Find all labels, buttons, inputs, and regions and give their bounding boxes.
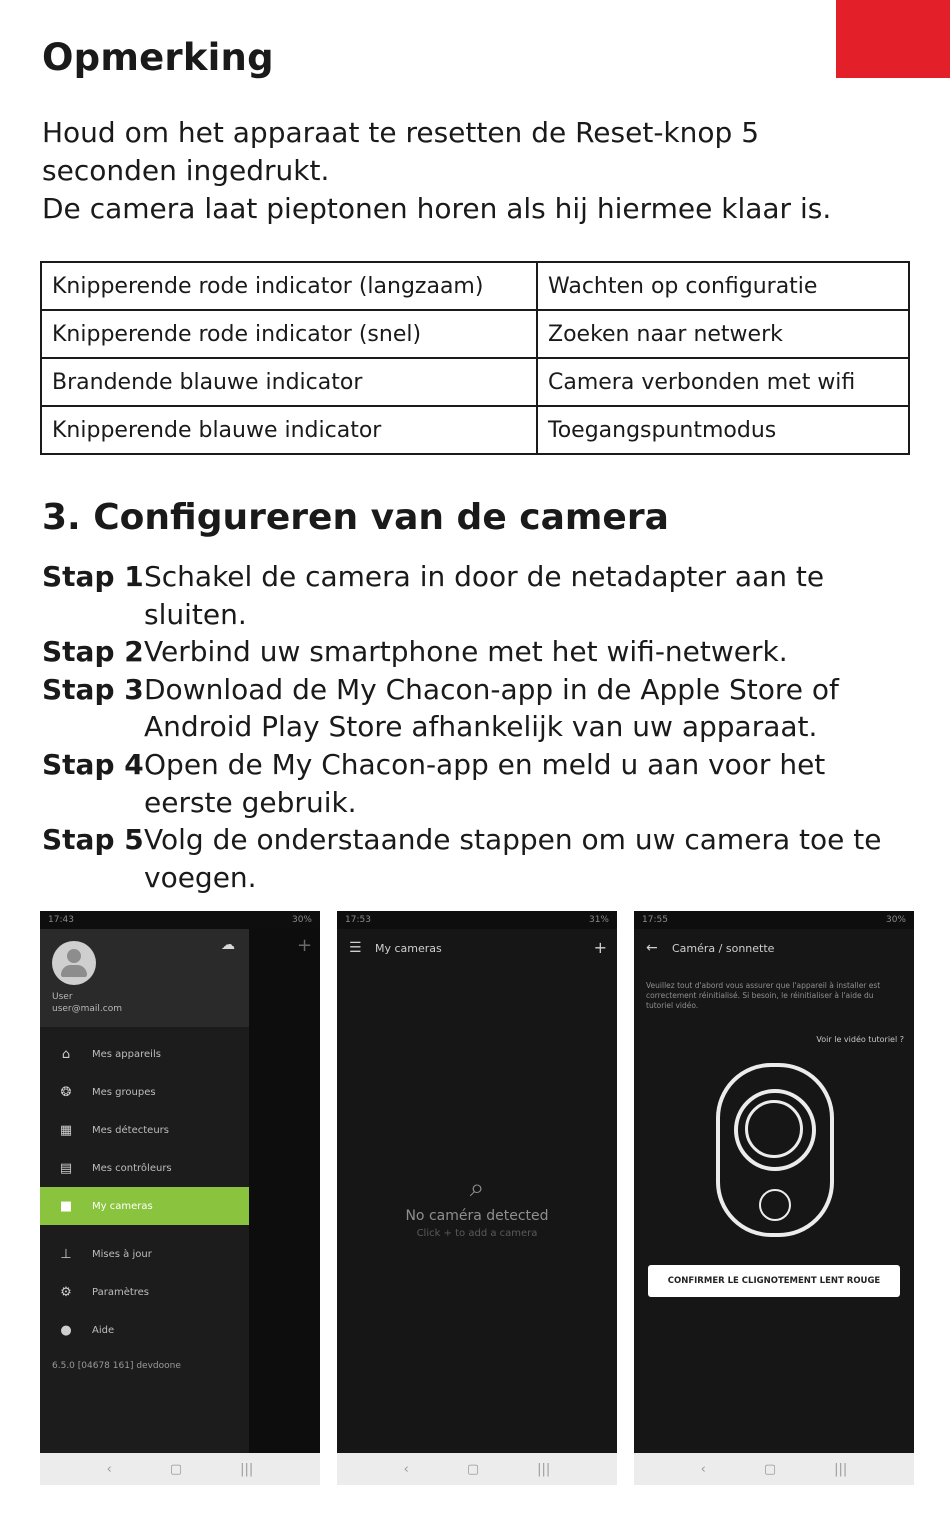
- table-row: [41, 262, 909, 310]
- menu-item-mes-controleurs[interactable]: [40, 1149, 249, 1187]
- user-name: User: [52, 992, 73, 1002]
- note-line: De camera laat pieptonen horen als hij hiermee klaar is.: [42, 192, 832, 225]
- indicator-status-table: [40, 261, 910, 455]
- back-nav-icon[interactable]: ‹: [403, 1461, 409, 1477]
- note-line: Houd om het apparaat te resetten de Reset-knop 5: [42, 116, 760, 149]
- menu-item-label: My cameras: [92, 1200, 153, 1212]
- home-nav-icon[interactable]: ▢: [763, 1461, 777, 1477]
- status-battery: 30%: [291, 915, 312, 925]
- home-nav-icon[interactable]: ▢: [466, 1461, 480, 1477]
- recents-nav-icon[interactable]: |||: [240, 1461, 254, 1477]
- back-arrow-icon[interactable]: ←: [646, 940, 658, 956]
- status-battery: 30%: [885, 915, 906, 925]
- doorbell-lens-ring: [734, 1089, 816, 1171]
- indicator-cell: Brandende blauwe indicator: [41, 358, 537, 406]
- back-nav-icon[interactable]: ‹: [106, 1461, 112, 1477]
- note-text: [42, 114, 922, 228]
- recents-nav-icon[interactable]: |||: [834, 1461, 848, 1477]
- help-icon: ●: [60, 1322, 72, 1338]
- menu-item-aide[interactable]: [40, 1311, 249, 1349]
- avatar-head: [67, 949, 81, 963]
- gear-icon: ⚙: [60, 1284, 72, 1300]
- menu-item-label: Mises à jour: [92, 1248, 152, 1260]
- indicator-cell: Knipperende blauwe indicator: [41, 406, 537, 454]
- add-icon[interactable]: +: [297, 935, 313, 956]
- table-row: [41, 310, 909, 358]
- step-item: [42, 746, 922, 821]
- step-text: Open de My Chacon-app en meld u aan voor het eerste gebruik.: [144, 747, 826, 819]
- android-nav-bar: [337, 1453, 617, 1485]
- doorbell-illustration: [716, 1063, 834, 1237]
- confirm-blink-button[interactable]: CONFIRMER LE CLIGNOTEMENT LENT ROUGE: [648, 1265, 900, 1297]
- step-label: Stap 1: [42, 560, 144, 593]
- status-time: 17:55: [642, 915, 668, 925]
- empty-hint: Click + to add a camera: [416, 1228, 538, 1239]
- drawer-header: [40, 929, 249, 1027]
- step-item: [42, 558, 922, 633]
- menu-item-label: Mes détecteurs: [92, 1124, 169, 1136]
- meaning-cell: Camera verbonden met wifi: [537, 358, 909, 406]
- steps-list: [42, 558, 922, 896]
- menu-item-my-cameras[interactable]: [40, 1187, 249, 1225]
- step-item: [42, 671, 922, 746]
- app-screenshot-doorbell: [634, 911, 914, 1485]
- note-title: Opmerking: [42, 36, 274, 79]
- home-icon: ⌂: [61, 1046, 71, 1062]
- section-title: 3. Configureren van de camera: [42, 497, 669, 538]
- update-icon: ⊥: [60, 1246, 72, 1262]
- back-nav-icon[interactable]: ‹: [700, 1461, 706, 1477]
- meaning-cell: Toegangspuntmodus: [537, 406, 909, 454]
- note-line: seconden ingedrukt.: [42, 154, 330, 187]
- home-nav-icon[interactable]: ▢: [169, 1461, 183, 1477]
- empty-title: No caméra detected: [405, 1208, 549, 1224]
- doorbell-button: [759, 1189, 791, 1221]
- menu-item-mises-a-jour[interactable]: [40, 1235, 249, 1273]
- status-battery: 31%: [588, 915, 609, 925]
- menu-item-label: Mes appareils: [92, 1048, 161, 1060]
- step-label: Stap 3: [42, 672, 144, 706]
- security-camera-icon: ⌕: [469, 1173, 485, 1203]
- step-label: Stap 2: [42, 635, 144, 669]
- avatar[interactable]: [52, 941, 96, 985]
- meaning-cell: Zoeken naar netwerk: [537, 310, 909, 358]
- screen-title: My cameras: [375, 941, 442, 955]
- empty-state: [337, 1173, 617, 1239]
- app-screenshot-cameras: [337, 911, 617, 1485]
- indicator-cell: Knipperende rode indicator (snel): [41, 310, 537, 358]
- dimmed-background: [249, 929, 320, 1453]
- menu-item-mes-appareils[interactable]: [40, 1035, 249, 1073]
- status-time: 17:53: [345, 915, 371, 925]
- screen-title: Caméra / sonnette: [672, 941, 775, 955]
- step-label: Stap 4: [42, 747, 144, 781]
- setup-instructions: Veuillez tout d'abord vous assurer que l'appareil à installer est correctement réinitialisé. Si besoin, le réinitialiser à l'aide du tutoriel vidéo.: [646, 981, 881, 1010]
- phone-status-bar: [40, 911, 320, 929]
- video-tutorial-link[interactable]: Voir le vidéo tutoriel ?: [816, 1035, 904, 1044]
- table-row: [41, 406, 909, 454]
- table-row: [41, 358, 909, 406]
- group-icon: ❂: [60, 1084, 72, 1100]
- step-text: Download de My Chacon-app in de Apple Store of Android Play Store afhankelijk van uw apparaat.: [144, 672, 839, 744]
- menu-item-parametres[interactable]: [40, 1273, 249, 1311]
- avatar-shoulders: [61, 965, 87, 977]
- menu-item-label: Aide: [92, 1324, 115, 1336]
- page-corner-tab: [836, 0, 950, 78]
- step-text: Volg de onderstaande stappen om uw camera toe te voegen.: [144, 823, 882, 894]
- detector-icon: ▦: [59, 1122, 73, 1138]
- android-nav-bar: [40, 1453, 320, 1485]
- step-item: [42, 821, 922, 896]
- user-email: user@mail.com: [52, 1004, 122, 1014]
- hamburger-menu-icon[interactable]: ☰: [349, 940, 362, 956]
- menu-item-mes-detecteurs[interactable]: [40, 1111, 249, 1149]
- menu-item-label: Paramètres: [92, 1286, 150, 1298]
- step-text: Verbind uw smartphone met het wifi-netwerk.: [144, 635, 788, 669]
- phone-status-bar: [337, 911, 617, 929]
- app-bar: [337, 929, 617, 967]
- menu-item-mes-groupes[interactable]: [40, 1073, 249, 1111]
- side-drawer: [40, 929, 249, 1453]
- menu-item-label: Mes contrôleurs: [92, 1162, 172, 1174]
- step-text: Schakel de camera in door de netadapter aan te sluiten.: [144, 560, 825, 631]
- app-bar: [634, 929, 914, 967]
- phone-status-bar: [634, 911, 914, 929]
- add-camera-icon[interactable]: +: [593, 938, 607, 957]
- step-item: [42, 633, 922, 671]
- android-nav-bar: [634, 1453, 914, 1485]
- status-time: 17:43: [48, 915, 74, 925]
- recents-nav-icon[interactable]: |||: [537, 1461, 551, 1477]
- user-info: [52, 991, 122, 1015]
- menu-item-label: Mes groupes: [92, 1086, 156, 1098]
- doorbell-lens-inner: [745, 1100, 803, 1158]
- app-screenshot-menu: [40, 911, 320, 1485]
- cloud-icon[interactable]: ☁: [221, 937, 235, 953]
- video-icon: ■: [59, 1198, 73, 1214]
- step-label: Stap 5: [42, 823, 144, 857]
- meaning-cell: Wachten op configuratie: [537, 262, 909, 310]
- app-version: 6.5.0 [04678 161] devdoone: [52, 1361, 181, 1371]
- indicator-cell: Knipperende rode indicator (langzaam): [41, 262, 537, 310]
- controller-icon: ▤: [59, 1160, 73, 1176]
